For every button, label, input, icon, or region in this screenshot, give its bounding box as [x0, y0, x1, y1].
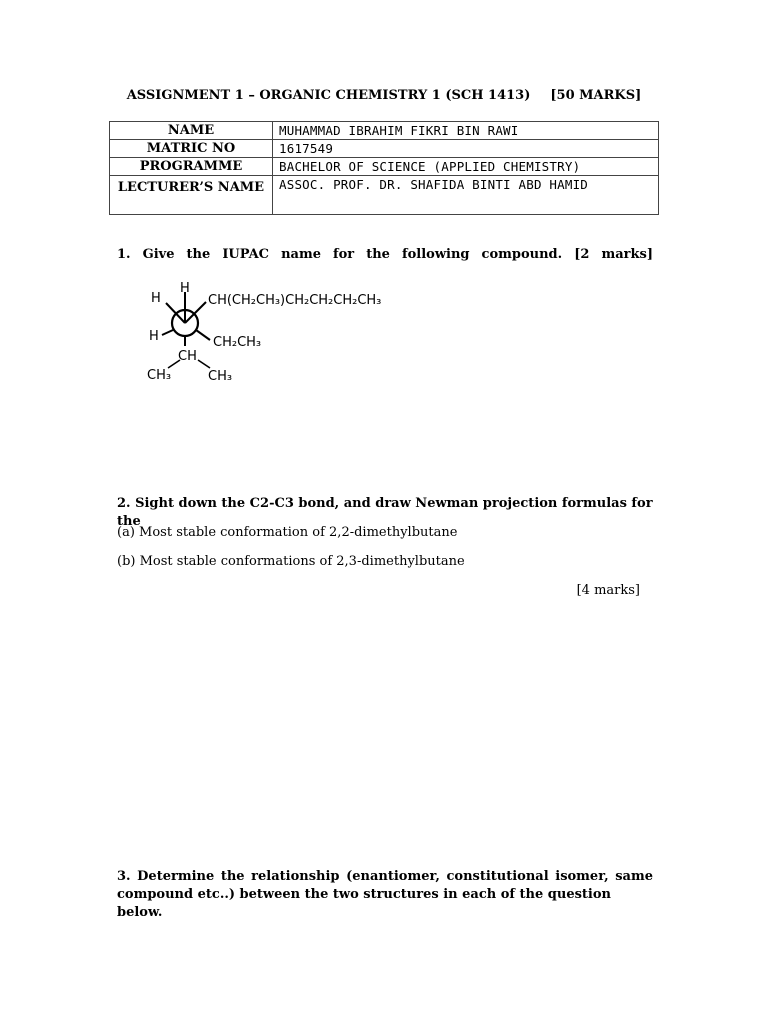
- front-bond-right: [185, 302, 206, 323]
- name-label: NAME: [110, 122, 273, 140]
- back-bottom-label: CH: [178, 349, 197, 364]
- back-bond-left: [162, 330, 173, 335]
- question-1-text: 1. Give the IUPAC name for the following compound. [2 marks]: [117, 247, 653, 262]
- lecturer-label: LECTURER’S NAME: [110, 176, 273, 215]
- assignment-title: [0, 88, 768, 103]
- lecturer-value: ASSOC. PROF. DR. SHAFIDA BINTI ABD HAMID: [273, 176, 659, 215]
- question-2-text: 2. Sight down the C2-C3 bond, and draw Newman projection formulas for the: [117, 496, 653, 529]
- matric-value: 1617549: [273, 140, 659, 158]
- question-2-marks: [4 marks]: [576, 583, 640, 598]
- back-right-label: CH₂CH₃: [213, 335, 262, 350]
- question-3-line-1: 3. Determine the relationship (enantiomer, constitutional isomer, same: [117, 869, 653, 884]
- methyl-right-label: CH₃: [208, 369, 233, 384]
- question-2a-text: (a) Most stable conformation of 2,2-dimethylbutane: [117, 525, 458, 540]
- info-row-name: [110, 122, 659, 140]
- back-left-label: H: [149, 329, 159, 344]
- newman-projection-diagram: [140, 278, 420, 388]
- matric-label: MATRIC NO: [110, 140, 273, 158]
- info-row-matric: [110, 140, 659, 158]
- assignment-title-text: ASSIGNMENT 1 – ORGANIC CHEMISTRY 1 (SCH 1413): [126, 88, 531, 103]
- info-row-lecturer: [110, 176, 659, 215]
- back-bond-right: [196, 330, 210, 340]
- question-3-line-2: compound etc..) between the two structures in each of the question below.: [117, 887, 611, 920]
- front-top-label: H: [180, 281, 190, 296]
- front-left-label: H: [151, 291, 161, 306]
- programme-value: BACHELOR OF SCIENCE (APPLIED CHEMISTRY): [273, 158, 659, 176]
- branch-bond-right: [198, 360, 210, 368]
- front-right-label: CH(CH₂CH₃)CH₂CH₂CH₂CH₃: [208, 293, 382, 308]
- methyl-left-label: CH₃: [147, 368, 172, 383]
- programme-label: PROGRAMME: [110, 158, 273, 176]
- name-value: MUHAMMAD IBRAHIM FIKRI BIN RAWI: [273, 122, 659, 140]
- front-bond-left: [166, 303, 185, 323]
- question-2b-text: (b) Most stable conformations of 2,3-dimethylbutane: [117, 554, 465, 569]
- total-marks: [50 MARKS]: [550, 88, 642, 103]
- info-row-programme: [110, 158, 659, 176]
- student-info-table: [109, 121, 659, 215]
